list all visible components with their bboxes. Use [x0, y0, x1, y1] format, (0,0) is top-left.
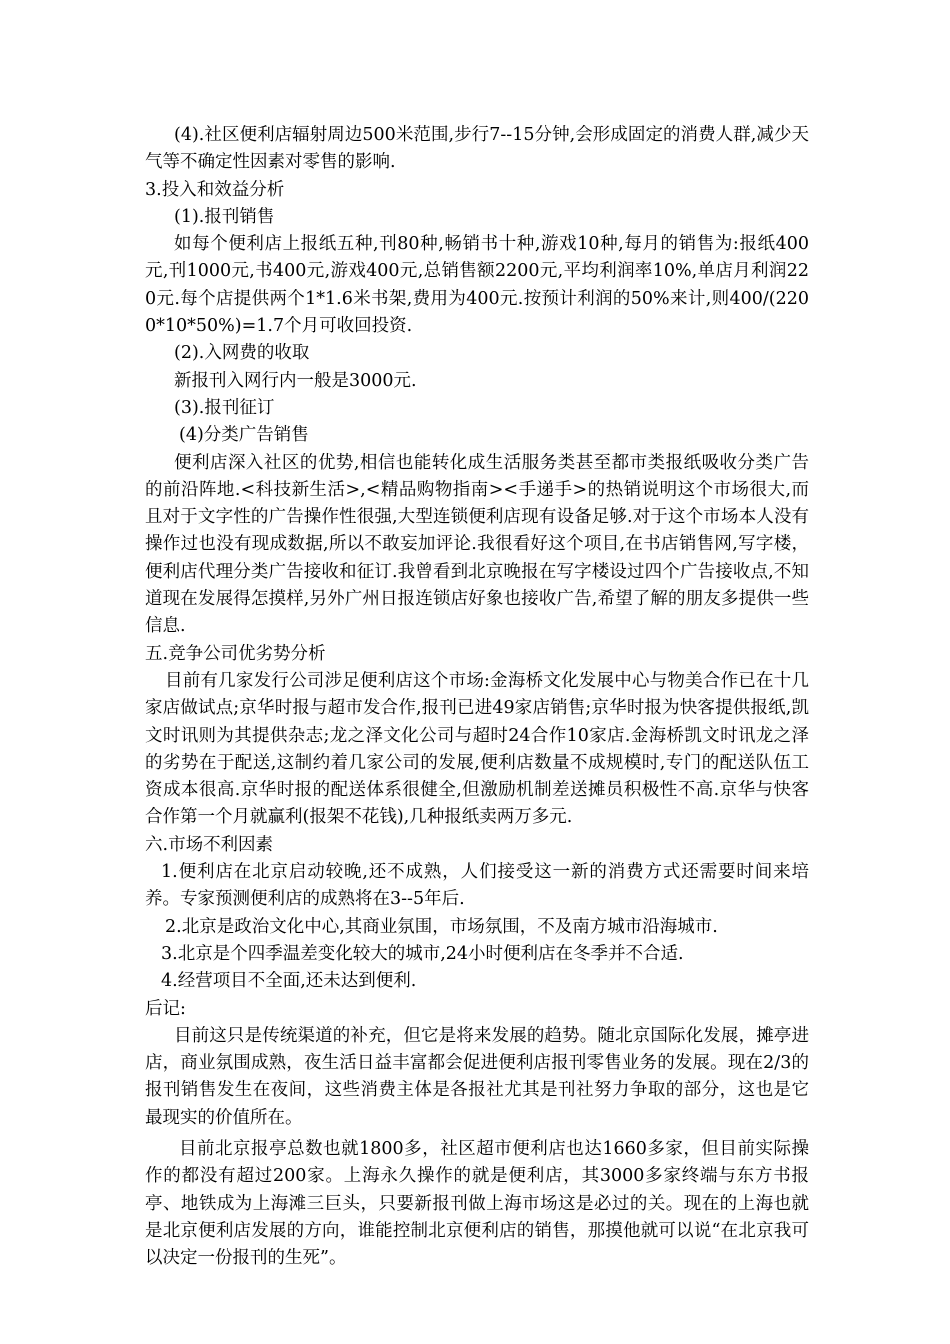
paragraph: 便利店深入社区的优势,相信也能转化成生活服务类甚至都市类报纸吸收分类广告的前沿阵地.<科技新生活>,<精品购物指南><手递手>的热销说明这个市场很大,而且对于文字性的广告操作性很强,大型连锁便利店现有设备足够.对于这个市场本人没有操作过也没有现成数据,所以不敢妄加评论.我很看好这个项目,在书店销售网,写字楼，便利店代理分类广告接收和征订.我曾看到北京晚报在写字楼设过四个广告接收点,不知道现在发展得怎摸样,另外广州日报连锁店好象也接收广告,希望了解的朋友多提供一些信息.	[145, 452, 809, 637]
paragraph: 目前北京报亭总数也就1800多，社区超市便利店也达1660多家，但目前实际操作的都没有超过200家。上海永久操作的就是便利店，其3000多家终端与东方书报亭、地铁成为上海滩三巨头，只要新报刊做上海市场这是必过的关。现在的上海也就是北京便利店发展的方向，谁能控制北京便利店的销售，那摸他就可以说“在北京我可以决定一份报刊的生死”。	[145, 1138, 809, 1269]
subsection-heading: (4)分类广告销售	[179, 425, 309, 446]
paragraph: (4).社区便利店辐射周边500米范围,步行7--15分钟,会形成固定的消费人群,减少天气等不确定性因素对零售的影响.	[145, 125, 809, 173]
list-item: 4.经营项目不全面,还未达到便利.	[161, 971, 417, 992]
section-heading: 五.竞争公司优劣势分析	[145, 643, 326, 664]
subsection-heading: (1).报刊销售	[174, 206, 275, 227]
paragraph: 目前有几家发行公司涉足便利店这个市场:金海桥文化发展中心与物美合作已在十几家店做试点;京华时报与超市发合作,报刊已进49家店销售;京华时报为快客提供报纸,凯文时讯则为其提供杂志;龙之泽文化公司与超时24合作10家店.金海桥凯文时讯龙之泽的劣势在于配送,这制约着几家公司的发展,便利店数量不成规模时,专门的配送队伍工资成本很高.京华时报的配送体系很健全,但激励机制差送摊员积极性不高.京华与快客合作第一个月就赢利(报架不花钱),几种报纸卖两万多元.	[145, 670, 809, 828]
section-heading: 后记:	[145, 998, 186, 1019]
subsection-heading: (2).入网费的收取	[174, 343, 310, 364]
section-heading: 3.投入和效益分析	[145, 179, 285, 200]
section-heading: 六.市场不利因素	[145, 834, 274, 855]
paragraph: 目前这只是传统渠道的补充，但它是将来发展的趋势。随北京国际化发展，摊亭进店，商业氛围成熟，夜生活日益丰富都会促进便利店报刊零售业务的发展。现在2/3的报刊销售发生在夜间，这些消费主体是各报社尤其是刊社努力争取的部分，这也是它最现实的价值所在。	[145, 1025, 809, 1128]
list-item: 2.北京是政治文化中心,其商业氛围，市场氛围，不及南方城市沿海城市.	[165, 916, 718, 937]
document-body	[145, 122, 809, 1272]
subsection-heading: (3).报刊征订	[174, 397, 275, 418]
list-item: 3.北京是个四季温差变化较大的城市,24小时便利店在冬季并不合适.	[161, 943, 684, 964]
paragraph: 如每个便利店上报纸五种,刊80种,畅销书十种,游戏10种,每月的销售为:报纸400元,刊1000元,书400元,游戏400元,总销售额2200元,平均利润率10%,单店月利润220元.每个店提供两个1*1.6米书架,费用为400元.按预计利润的50%来计,则400/(2200*10*50%)=1.7个月可收回投资.	[145, 234, 809, 337]
paragraph: 新报刊入网行内一般是3000元.	[174, 370, 417, 391]
list-item: 1.便利店在北京启动较晚,还不成熟，人们接受这一新的消费方式还需要时间来培养。专家预测便利店的成熟将在3--5年后.	[145, 862, 809, 910]
